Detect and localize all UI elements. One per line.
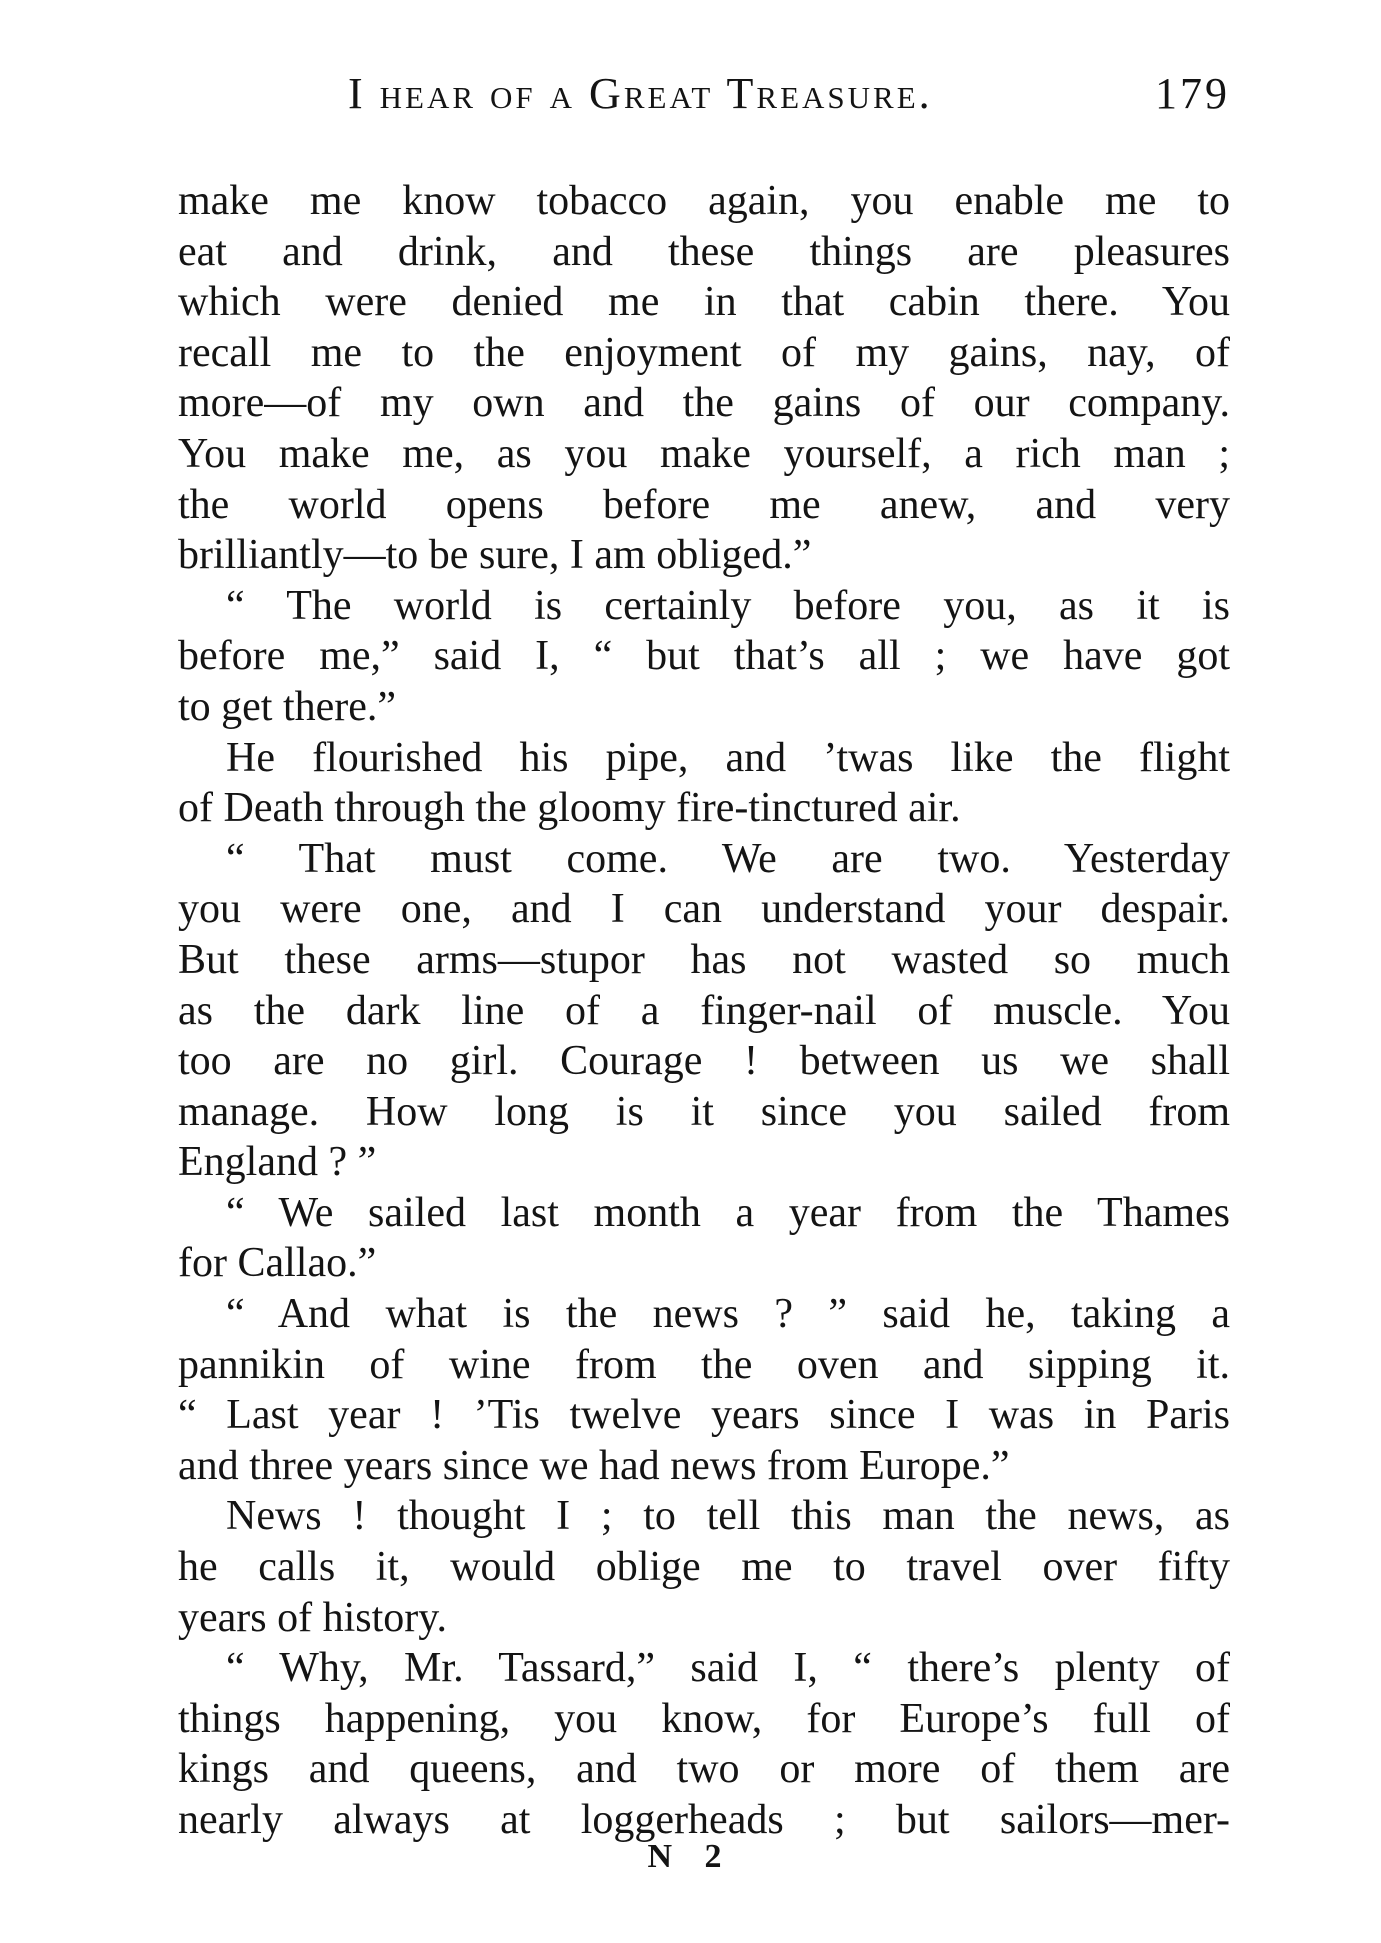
text-line: “ Last year ! ’Tis twelve years since I was in Paris xyxy=(178,1392,1230,1439)
text-line: too are no girl. Courage ! between us we shall xyxy=(178,1038,1230,1085)
text-line: recall me to the enjoyment of my gains, nay, of xyxy=(178,329,1230,376)
text-line: years of history. xyxy=(178,1594,448,1641)
text-line: brilliantly—to be sure, I am obliged.” xyxy=(178,532,812,579)
text-line: You make me, as you make yourself, a rich man ; xyxy=(178,430,1230,477)
text-line: which were denied me in that cabin there. You xyxy=(178,279,1230,326)
text-line: pannikin of wine from the oven and sipping it. xyxy=(178,1341,1230,1388)
text-line: eat and drink, and these things are pleasures xyxy=(178,228,1230,275)
text-line: you were one, and I can understand your despair. xyxy=(178,886,1230,933)
page-number: 179 xyxy=(1155,69,1230,118)
text-line: before me,” said I, “ but that’s all ; we have got xyxy=(178,633,1230,680)
text-line: “ That must come. We are two. Yesterday xyxy=(226,835,1230,882)
text-line: “ We sailed last month a year from the Thames xyxy=(226,1189,1230,1236)
text-line: more—of my own and the gains of our company. xyxy=(178,380,1230,427)
text-line: for Callao.” xyxy=(178,1240,377,1287)
text-line: nearly always at loggerheads ; but sailors—mer- xyxy=(178,1797,1230,1843)
text-line: of Death through the gloomy fire-tinctured air. xyxy=(178,785,961,832)
text-line: “ The world is certainly before you, as it is xyxy=(226,582,1230,629)
text-line: News ! thought I ; to tell this man the news, as xyxy=(226,1493,1230,1540)
text-line: make me know tobacco again, you enable me to xyxy=(178,178,1230,224)
text-line: to get there.” xyxy=(178,683,397,730)
running-title: I hear of a Great Treasure. xyxy=(348,69,933,118)
text-line: He flourished his pipe, and ’twas like the flight xyxy=(226,734,1230,781)
text-line: “ And what is the news ? ” said he, taking a xyxy=(226,1291,1230,1338)
text-line: manage. How long is it since you sailed from xyxy=(178,1088,1230,1135)
text-line: kings and queens, and two or more of them are xyxy=(178,1746,1230,1793)
text-line: things happening, you know, for Europe’s full of xyxy=(178,1695,1230,1742)
signature-mark: N 2 xyxy=(647,1838,734,1875)
text-line: the world opens before me anew, and very xyxy=(178,481,1230,528)
text-line: England ? ” xyxy=(178,1139,377,1186)
text-line: and three years since we had news from Europe.” xyxy=(178,1442,1010,1489)
running-head xyxy=(178,68,1230,128)
text-line: he calls it, would oblige me to travel over fifty xyxy=(178,1544,1230,1591)
body-text xyxy=(178,176,1230,1846)
text-line: as the dark line of a finger-nail of muscle. You xyxy=(178,987,1230,1034)
text-line: “ Why, Mr. Tassard,” said I, “ there’s plenty of xyxy=(226,1645,1230,1692)
text-line: But these arms—stupor has not wasted so much xyxy=(178,936,1230,983)
